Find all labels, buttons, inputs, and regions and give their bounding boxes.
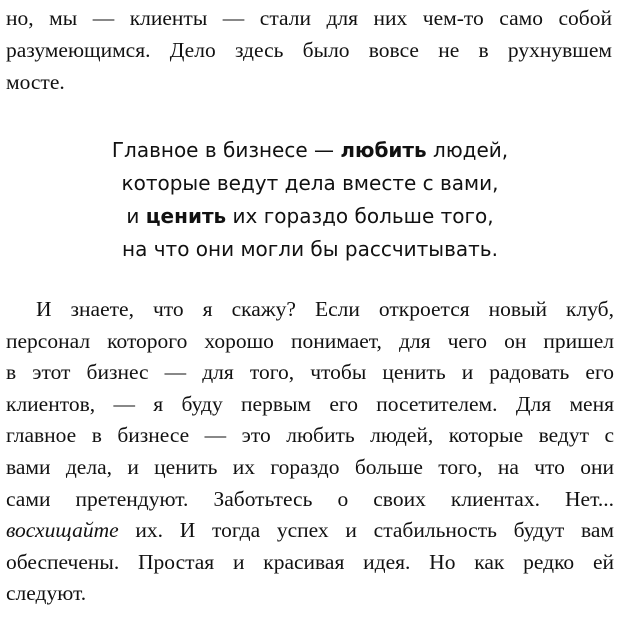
main-paragraph-line-4: клиентов, — я буду первым его посетителем. Для меня [6, 391, 614, 416]
italic-admire: восхищайте [6, 518, 119, 543]
main-paragraph-line-1: И знаете, что я скажу? Если откроется новый клуб, [36, 297, 614, 321]
main-paragraph-line-10: следуют. [6, 581, 87, 606]
pull-quote-emphasis-love: любить [340, 138, 427, 162]
main-paragraph-line-2: персонал которого хорошо понимает, для чего он пришел [6, 328, 614, 353]
main-paragraph-line-7: сами претендуют. Заботьтесь о своих клиентах. Нет... [6, 486, 614, 511]
main-paragraph-line-8-rest: их. И тогда успех и стабильность будут вам [118, 518, 614, 543]
main-paragraph-line-6: вами дела, и ценить их гораздо больше того, на что они [6, 454, 614, 479]
pull-quote [0, 134, 620, 266]
main-paragraph-line-3: в этот бизнес — для того, чтобы ценить и радовать его [6, 360, 614, 385]
top-paragraph-line-2: разумеющимся. Дело здесь было вовсе не в рухнувшем [6, 38, 612, 62]
main-paragraph [6, 294, 614, 610]
top-paragraph-line-1: но, мы — клиенты — стали для них чем-то само собой [6, 6, 612, 30]
main-paragraph-line-5: главное в бизнесе — это любить людей, которые ведут с [6, 423, 614, 448]
pull-quote-line-1-start: Главное в бизнесе — [111, 138, 341, 162]
pull-quote-emphasis-value: ценить [145, 204, 227, 228]
pull-quote-line-1-end: людей, [426, 138, 509, 162]
top-paragraph [6, 2, 612, 98]
main-paragraph-line-8 [6, 515, 614, 547]
top-paragraph-line-3: мосте. [6, 70, 65, 94]
pull-quote-line-4: на что они могли бы рассчитывать. [122, 237, 498, 261]
pull-quote-line-3-start: и [126, 204, 146, 228]
pull-quote-line-2: которые ведут дела вместе с вами, [121, 171, 499, 195]
main-paragraph-line-9: обеспечены. Простая и красивая идея. Но как редко ей [6, 549, 614, 574]
pull-quote-line-3-end: их гораздо больше того, [226, 204, 494, 228]
pull-quote-line-3 [0, 200, 620, 233]
pull-quote-line-1 [0, 134, 620, 167]
